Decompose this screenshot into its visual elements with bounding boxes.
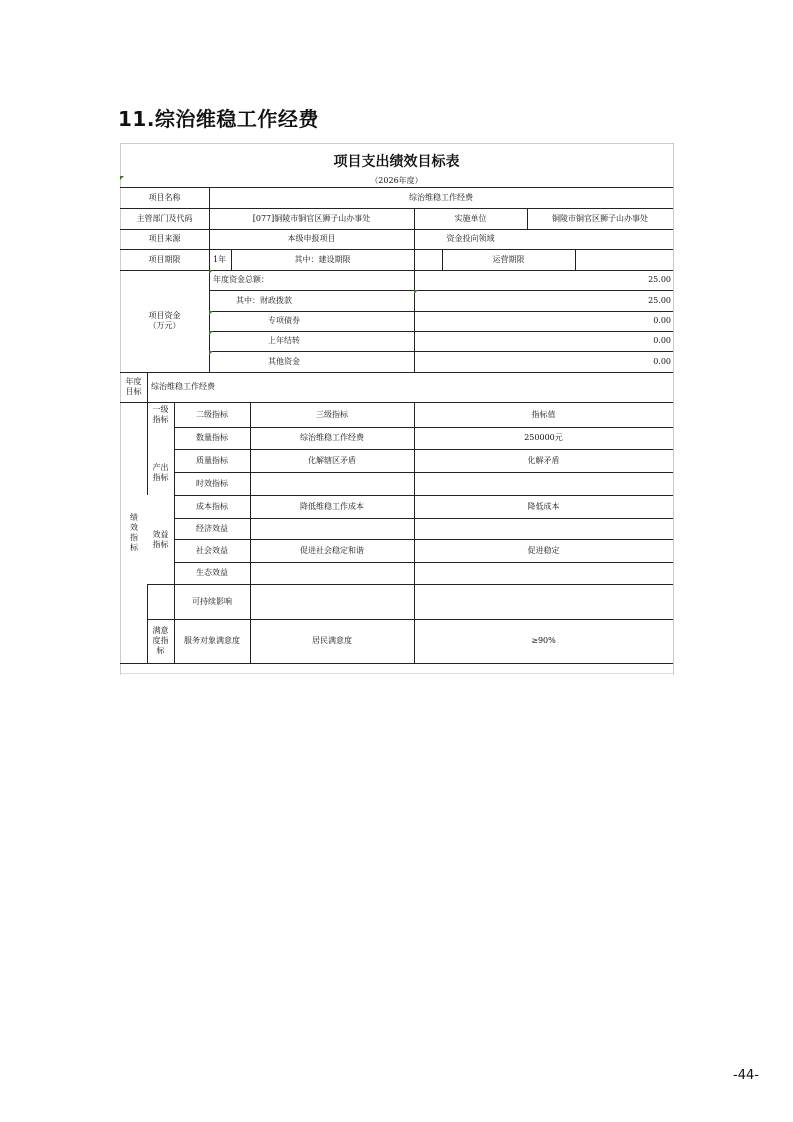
col-value: 指标值 (531, 409, 556, 419)
period-value: 1年 (213, 254, 227, 264)
table-row-l3: 促进社会稳定和谐 (300, 545, 364, 555)
table-row-val: 化解矛盾 (527, 455, 560, 465)
satisfaction-label: 满意度指标 (152, 626, 169, 655)
table-row-l2: 成本指标 (196, 501, 228, 511)
table-year: （2026年度） (370, 176, 423, 185)
table-row-val (414, 472, 673, 495)
funds-other-label: 其他资金 (268, 356, 300, 366)
table-title: 项目支出绩效目标表 (333, 154, 460, 170)
funds-carryover-value: 0.00 (653, 336, 671, 345)
table-row-l3: 居民满意度 (312, 636, 352, 645)
annual-goal-label: 年度目标 (125, 377, 142, 396)
table-row-val: ≥90% (531, 636, 556, 645)
table-row-val: 促进稳定 (527, 545, 560, 555)
col-level2: 二级指标 (196, 409, 228, 419)
output-label: 产出指标 (152, 463, 169, 482)
funds-carryover-label: 上年结转 (268, 336, 300, 345)
funds-other-value: 0.00 (653, 356, 671, 366)
table-row-val: 250000元 (524, 433, 563, 442)
section-heading: 11.综治维稳工作经费 (118, 107, 319, 131)
funds-fiscal-label: 其中：财政拨款 (236, 295, 292, 305)
table-row-val (414, 562, 673, 584)
impl-unit-label: 实施单位 (454, 213, 487, 223)
col-level1: 一级指标 (152, 404, 169, 424)
table-row-val (414, 584, 673, 619)
annual-goal-value: 综治维稳工作经费 (151, 382, 215, 391)
project-name-label: 项目名称 (148, 192, 181, 202)
operate-period-label: 运营期限 (492, 254, 525, 264)
table-row-l2: 服务对象满意度 (184, 636, 240, 645)
funds-bond-value: 0.00 (653, 316, 671, 325)
dept-value: [077]铜陵市铜官区狮子山办事处 (252, 213, 371, 223)
table-row-l3 (250, 584, 414, 619)
col-level3: 三级指标 (316, 409, 348, 419)
funds-total-label: 年度资金总额： (213, 275, 269, 284)
table-row-l3: 综治维稳工作经费 (300, 433, 364, 442)
table-row-l3: 降低维稳工作成本 (300, 501, 364, 511)
perf-label: 绩效指标 (129, 512, 139, 553)
table-row-l2: 时效指标 (196, 478, 228, 488)
project-name-value: 综治维稳工作经费 (409, 192, 473, 202)
table-row-l3 (250, 472, 414, 495)
funds-total-value: 25.00 (648, 275, 671, 284)
table-row-l3 (250, 518, 414, 539)
table-row-l2: 生态效益 (196, 568, 228, 577)
funds-fiscal-value: 25.00 (648, 295, 671, 305)
table-row-val: 降低成本 (527, 501, 560, 511)
build-period-label: 其中：建设期限 (294, 254, 351, 264)
table-row-l3 (250, 562, 414, 584)
funds-bond-label: 专项债券 (268, 316, 300, 325)
table-row-l2: 经济效益 (196, 523, 228, 533)
table-row-l2: 数量指标 (196, 433, 228, 442)
invest-area-value (527, 229, 673, 249)
funds-label: 项目资金 （万元） (148, 311, 181, 330)
benefit-label: 效益指标 (147, 495, 174, 584)
impl-unit-value: 铜陵市铜官区狮子山办事处 (552, 213, 648, 223)
invest-area-label: 资金投向领域 (446, 234, 495, 243)
performance-table (120, 143, 673, 675)
dept-label: 主管部门及代码 (136, 213, 193, 223)
period-label: 项目期限 (148, 254, 181, 264)
table-row-l2: 社会效益 (196, 545, 228, 555)
table-row-l2: 可持续影响 (192, 596, 232, 606)
table-row-val (414, 518, 673, 539)
source-label: 项目来源 (148, 234, 181, 243)
source-value: 本级申报项目 (287, 234, 336, 243)
table-row-l3: 化解辖区矛盾 (308, 455, 356, 465)
table-row-l2: 质量指标 (196, 455, 228, 465)
page-number: -44- (733, 1068, 759, 1083)
